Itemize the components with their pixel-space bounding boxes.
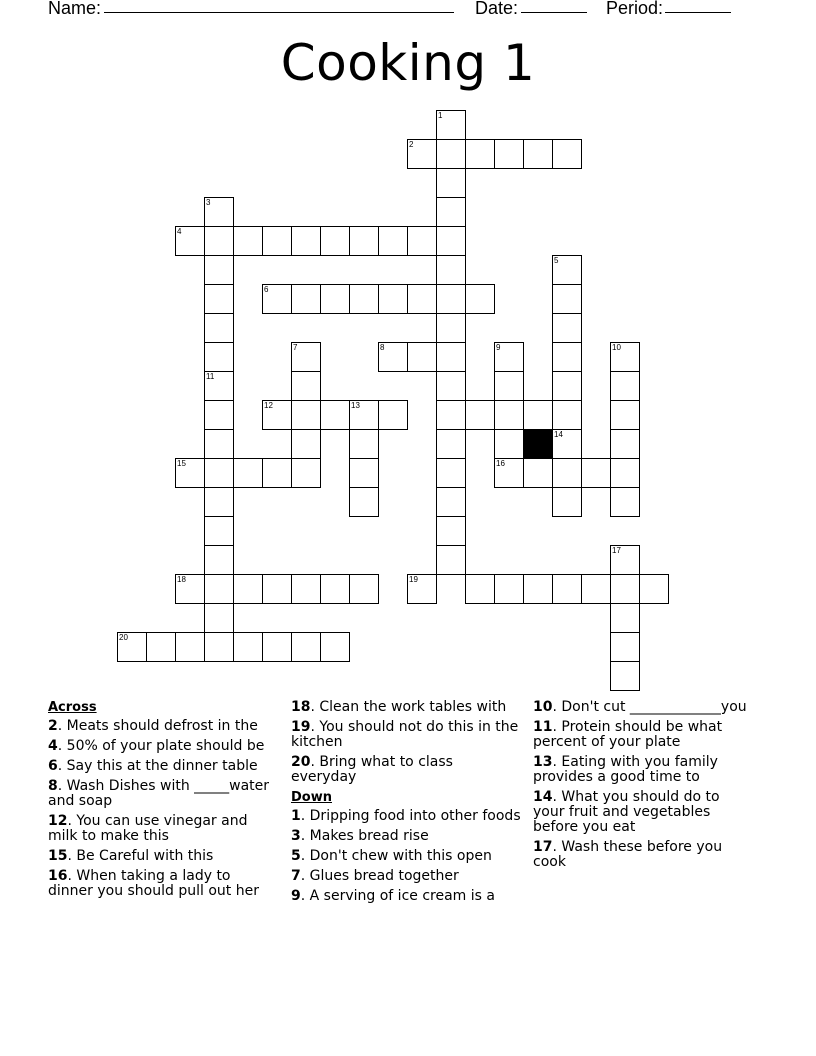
- clues-column-3: [533, 700, 748, 875]
- grid-cell[interactable]: [320, 574, 350, 604]
- grid-cell[interactable]: [552, 458, 582, 488]
- grid-cell[interactable]: [552, 429, 582, 459]
- clue-num: 4: [48, 738, 58, 754]
- clue-item: 16. When taking a lady to dinner you should pull out her: [48, 868, 259, 899]
- clue-number: 6: [264, 285, 269, 294]
- grid-cell[interactable]: [523, 400, 553, 430]
- clue-number: 14: [554, 430, 563, 439]
- grid-cell[interactable]: [436, 226, 466, 256]
- grid-cell[interactable]: [407, 574, 437, 604]
- clue-item: 4. 50% of your plate should be: [48, 738, 265, 754]
- grid-cell[interactable]: [291, 226, 321, 256]
- grid-cell[interactable]: [407, 226, 437, 256]
- clue-number: 7: [293, 343, 298, 352]
- grid-cell[interactable]: [436, 400, 466, 430]
- grid-cell[interactable]: [436, 487, 466, 517]
- clue-item: 20. Bring what to class everyday: [291, 754, 453, 785]
- clue-item: 7. Glues bread together: [291, 868, 459, 884]
- clue-item: 9. A serving of ice cream is a: [291, 888, 495, 904]
- clue-number: 3: [206, 198, 211, 207]
- grid-cell[interactable]: [610, 429, 640, 459]
- clue-item: 11. Protein should be what percent of your plate: [533, 719, 723, 750]
- grid-cell[interactable]: [552, 487, 582, 517]
- grid-cell[interactable]: [204, 342, 234, 372]
- grid-cell[interactable]: [552, 342, 582, 372]
- clue-item: 14. What you should do to your fruit and vegetables before you eat: [533, 789, 720, 835]
- across-heading: Across: [48, 700, 97, 715]
- grid-cell[interactable]: [204, 545, 234, 575]
- grid-cell[interactable]: [291, 342, 321, 372]
- grid-cell[interactable]: [436, 284, 466, 314]
- grid-cell[interactable]: [320, 400, 350, 430]
- grid-cell[interactable]: [494, 458, 524, 488]
- clue-text: When taking a lady to dinner you should pull out her: [48, 868, 259, 899]
- grid-cell[interactable]: [436, 110, 466, 140]
- grid-cell[interactable]: [610, 545, 640, 575]
- grid-cell[interactable]: [610, 458, 640, 488]
- grid-cell[interactable]: [465, 400, 495, 430]
- grid-cell[interactable]: [262, 458, 292, 488]
- clue-number: 20: [119, 633, 128, 642]
- grid-cell[interactable]: [610, 632, 640, 662]
- grid-cell[interactable]: [175, 574, 205, 604]
- grid-cell[interactable]: [407, 139, 437, 169]
- clue-num: 14: [533, 789, 553, 805]
- clue-item: 13. Eating with you family provides a good time to: [533, 754, 718, 785]
- grid-cell[interactable]: [378, 226, 408, 256]
- clue-number: 5: [554, 256, 559, 265]
- clue-num: 19: [291, 719, 311, 735]
- grid-cell[interactable]: [610, 574, 640, 604]
- clue-text: Wash these before you cook: [533, 839, 723, 870]
- grid-cell[interactable]: [117, 632, 147, 662]
- clue-text: Dripping food into other foods: [309, 808, 521, 824]
- clue-num: 9: [291, 888, 301, 904]
- grid-cell[interactable]: [436, 313, 466, 343]
- clue-num: 18: [291, 699, 311, 715]
- clue-num: 10: [533, 699, 553, 715]
- grid-cell[interactable]: [436, 516, 466, 546]
- grid-cell[interactable]: [610, 487, 640, 517]
- grid-cell[interactable]: [639, 574, 669, 604]
- grid-cell[interactable]: [204, 487, 234, 517]
- clue-item: 2. Meats should defrost in the: [48, 718, 258, 734]
- name-label: Name:: [48, 0, 102, 18]
- grid-cell[interactable]: [349, 487, 379, 517]
- grid-cell[interactable]: [204, 574, 234, 604]
- clue-text: Be Careful with this: [76, 848, 214, 864]
- grid-cell[interactable]: [378, 284, 408, 314]
- clues-column-2: [291, 700, 521, 909]
- grid-cell[interactable]: [494, 371, 524, 401]
- grid-cell[interactable]: [233, 458, 263, 488]
- grid-cell[interactable]: [523, 574, 553, 604]
- grid-cell[interactable]: [436, 255, 466, 285]
- clue-num: 16: [48, 868, 68, 884]
- grid-cell[interactable]: [349, 284, 379, 314]
- grid-cell[interactable]: [494, 342, 524, 372]
- clue-number: 4: [177, 227, 182, 236]
- clue-number: 12: [264, 401, 273, 410]
- clue-text: Say this at the dinner table: [66, 758, 258, 774]
- grid-cell[interactable]: [204, 516, 234, 546]
- clue-num: 5: [291, 848, 301, 864]
- clue-number: 15: [177, 459, 186, 468]
- grid-cell[interactable]: [465, 139, 495, 169]
- clue-text: You can use vinegar and milk to make this: [48, 813, 248, 844]
- clue-text: Don't chew with this open: [309, 848, 492, 864]
- grid-cell[interactable]: [204, 313, 234, 343]
- grid-cell[interactable]: [175, 632, 205, 662]
- grid-cell[interactable]: [552, 400, 582, 430]
- grid-cell[interactable]: [407, 284, 437, 314]
- clue-item: 18. Clean the work tables with: [291, 699, 507, 715]
- clue-text: 50% of your plate should be: [66, 738, 265, 754]
- clue-item: 12. You can use vinegar and milk to make this: [48, 813, 248, 844]
- grid-cell[interactable]: [262, 574, 292, 604]
- grid-cell[interactable]: [291, 458, 321, 488]
- grid-cell[interactable]: [436, 342, 466, 372]
- clue-text: Don't cut _____________you: [561, 699, 747, 715]
- clue-text: Eating with you family provides a good time to: [533, 754, 718, 785]
- grid-cell[interactable]: [436, 458, 466, 488]
- clue-num: 12: [48, 813, 68, 829]
- grid-cell[interactable]: [494, 574, 524, 604]
- date-label: Date:: [475, 0, 519, 18]
- black-cell: [523, 429, 553, 459]
- grid-cell[interactable]: [610, 400, 640, 430]
- clue-text: What you should do to your fruit and vegetables before you eat: [533, 789, 720, 835]
- clue-text: Bring what to class everyday: [291, 754, 453, 785]
- clues-column-1: [48, 700, 273, 904]
- grid-cell[interactable]: [204, 197, 234, 227]
- clue-item: 19. You should not do this in the kitchen: [291, 719, 519, 750]
- grid-cell[interactable]: [523, 458, 553, 488]
- grid-cell[interactable]: [349, 458, 379, 488]
- grid-cell[interactable]: [610, 603, 640, 633]
- clue-num: 20: [291, 754, 311, 770]
- grid-cell[interactable]: [407, 342, 437, 372]
- grid-cell[interactable]: [581, 458, 611, 488]
- grid-cell[interactable]: [233, 574, 263, 604]
- grid-cell[interactable]: [494, 400, 524, 430]
- grid-cell[interactable]: [320, 226, 350, 256]
- grid-cell[interactable]: [494, 139, 524, 169]
- grid-cell[interactable]: [610, 661, 640, 691]
- grid-cell[interactable]: [552, 284, 582, 314]
- grid-cell[interactable]: [610, 371, 640, 401]
- grid-cell[interactable]: [204, 458, 234, 488]
- clue-number: 10: [612, 343, 621, 352]
- grid-cell[interactable]: [291, 429, 321, 459]
- grid-cell[interactable]: [291, 400, 321, 430]
- clue-item: 6. Say this at the dinner table: [48, 758, 258, 774]
- grid-cell[interactable]: [436, 429, 466, 459]
- clue-num: 6: [48, 758, 58, 774]
- grid-cell[interactable]: [262, 400, 292, 430]
- clue-num: 13: [533, 754, 553, 770]
- grid-cell[interactable]: [349, 226, 379, 256]
- clue-text: Makes bread rise: [309, 828, 429, 844]
- grid-cell[interactable]: [175, 458, 205, 488]
- period-label: Period:: [606, 0, 664, 18]
- clue-item: 17. Wash these before you cook: [533, 839, 723, 870]
- grid-cell[interactable]: [465, 284, 495, 314]
- clue-item: 3. Makes bread rise: [291, 828, 429, 844]
- grid-cell[interactable]: [320, 632, 350, 662]
- grid-cell[interactable]: [204, 400, 234, 430]
- clue-item: 10. Don't cut _____________you: [533, 699, 747, 715]
- grid-cell[interactable]: [204, 632, 234, 662]
- clue-num: 7: [291, 868, 301, 884]
- clue-number: 17: [612, 546, 621, 555]
- grid-cell[interactable]: [204, 255, 234, 285]
- page-title: Cooking 1: [280, 34, 536, 92]
- grid-cell[interactable]: [262, 226, 292, 256]
- grid-cell[interactable]: [146, 632, 176, 662]
- grid-cell[interactable]: [204, 284, 234, 314]
- grid-cell[interactable]: [204, 226, 234, 256]
- grid-cell[interactable]: [291, 371, 321, 401]
- grid-cell[interactable]: [494, 429, 524, 459]
- clue-num: 8: [48, 778, 58, 794]
- clue-number: 13: [351, 401, 360, 410]
- grid-cell[interactable]: [204, 603, 234, 633]
- grid-cell[interactable]: [552, 139, 582, 169]
- clue-number: 9: [496, 343, 501, 352]
- clue-num: 17: [533, 839, 553, 855]
- clue-number: 1: [438, 111, 443, 120]
- grid-cell[interactable]: [291, 284, 321, 314]
- clue-text: A serving of ice cream is a: [309, 888, 495, 904]
- clue-number: 19: [409, 575, 418, 584]
- clue-number: 18: [177, 575, 186, 584]
- grid-cell[interactable]: [436, 197, 466, 227]
- clue-num: 3: [291, 828, 301, 844]
- grid-cell[interactable]: [581, 574, 611, 604]
- grid-cell[interactable]: [175, 226, 205, 256]
- grid-cell[interactable]: [436, 545, 466, 575]
- grid-cell[interactable]: [291, 574, 321, 604]
- grid-cell[interactable]: [204, 429, 234, 459]
- clue-item: 5. Don't chew with this open: [291, 848, 492, 864]
- grid-cell[interactable]: [349, 400, 379, 430]
- clue-text: Meats should defrost in the: [66, 718, 258, 734]
- clue-text: Clean the work tables with: [319, 699, 507, 715]
- grid-cell[interactable]: [262, 632, 292, 662]
- grid-cell[interactable]: [436, 168, 466, 198]
- clue-num: 1: [291, 808, 301, 824]
- grid-cell[interactable]: [552, 255, 582, 285]
- grid-cell[interactable]: [465, 574, 495, 604]
- grid-cell[interactable]: [349, 574, 379, 604]
- grid-cell[interactable]: [610, 342, 640, 372]
- grid-cell[interactable]: [233, 632, 263, 662]
- grid-cell[interactable]: [262, 284, 292, 314]
- clue-text: Glues bread together: [309, 868, 459, 884]
- down-heading: Down: [291, 790, 332, 805]
- grid-cell[interactable]: [552, 574, 582, 604]
- clue-text: You should not do this in the kitchen: [291, 719, 519, 750]
- clue-number: 2: [409, 140, 414, 149]
- clue-num: 2: [48, 718, 58, 734]
- grid-cell[interactable]: [204, 371, 234, 401]
- clue-item: 8. Wash Dishes with _____water and soap: [48, 778, 270, 809]
- grid-cell[interactable]: [436, 371, 466, 401]
- clue-text: Wash Dishes with _____water and soap: [48, 778, 270, 809]
- grid-cell[interactable]: [291, 632, 321, 662]
- clue-num: 11: [533, 719, 553, 735]
- clue-num: 15: [48, 848, 68, 864]
- grid-cell[interactable]: [378, 342, 408, 372]
- clue-number: 8: [380, 343, 385, 352]
- grid-cell[interactable]: [552, 313, 582, 343]
- grid-cell[interactable]: [523, 139, 553, 169]
- grid-cell[interactable]: [349, 429, 379, 459]
- clue-number: 11: [206, 372, 215, 381]
- grid-cell[interactable]: [436, 139, 466, 169]
- clue-item: 15. Be Careful with this: [48, 848, 214, 864]
- clue-text: Protein should be what percent of your plate: [533, 719, 723, 750]
- grid-cell[interactable]: [552, 371, 582, 401]
- clue-number: 16: [496, 459, 505, 468]
- clue-item: 1. Dripping food into other foods: [291, 808, 521, 824]
- grid-cell[interactable]: [320, 284, 350, 314]
- grid-cell[interactable]: [378, 400, 408, 430]
- grid-cell[interactable]: [233, 226, 263, 256]
